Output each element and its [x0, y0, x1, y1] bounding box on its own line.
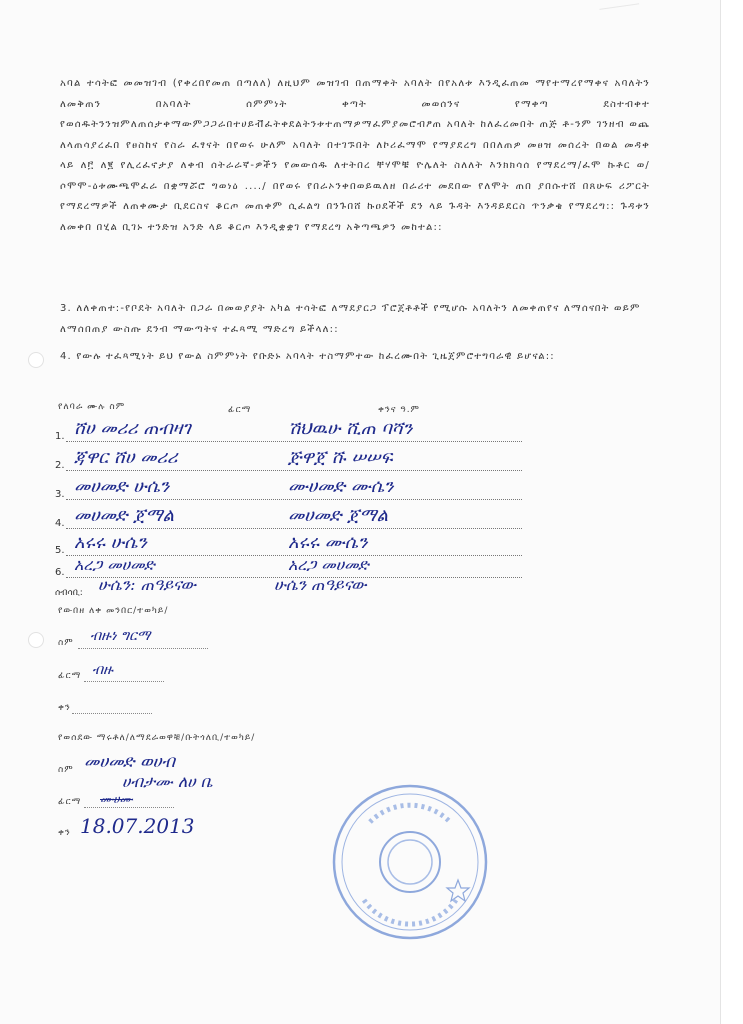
punch-hole-upper — [28, 352, 44, 368]
stamp-inner-ring — [342, 794, 478, 930]
receiver-name: ብዙነ ግርማ — [90, 628, 151, 644]
receiver-date-line — [72, 713, 152, 714]
member-signature: ሙሀመድ ሙሴን — [288, 476, 394, 497]
receiver-date-label: ቀን — [58, 703, 71, 713]
member-name: መሀመድ ጀማል — [74, 505, 175, 526]
member-name: አሩሩ ሁሴን — [74, 532, 147, 553]
chair-label: ሰብሳቢ: — [55, 588, 83, 598]
stamp-text-arc-top — [370, 805, 450, 822]
approver-section-title: የወሰደው ማሩቶለ/ለማደራወዋቹ/ቡትጎለቢ/ተወካይ/ — [58, 733, 256, 743]
member-row — [52, 472, 522, 502]
row-number: 3. — [55, 489, 65, 500]
member-row — [52, 443, 522, 473]
member-name: አረጋ መሀመድ — [74, 555, 155, 574]
intro-paragraph: አባል ተሳትፎ መመዝገብ (የቀረበየመጠ በጣለለ) ለዚህም መዝገብ በጠማቀት አባለት በየአለቱ እንዲፈጠመ ማየተማረየማቀና አባለትን ለመቅጠን በአባለት ሰምምነት ቀጣት መወሰንና የማቀጣ ደስተብቀተ የወሰዱትንንዝምለጠሰታቀማውምጋጋራበተሀይቭፈትቀደልትንቱተጠማዎማፈምያመሮብፆጠ አባለት ከለፈረመበት ጠጅ ቶ-ንም ገንዘብ ወጨ ለላጠሳያረፈበ የፀስከና የስራ ፈፃናት በየወሩ ሁለም አባለት በተገኙበት ለኮሪፈማሞ የማያደረግ በበለጠዎ መፀዝ መሰረት በወል መዳቀ ላይ ለ፫ ለ፪ የሊረፈኖታያ ለቀብ ሰትራራኛ-ዎችን የመውሰዱ ለተትበረ ቸሃሞቹ ዮሌለት ስለለት እንክክሳሰ የማደረማ/ፈሞ ኩቶር ወ/ ሶሞሞ-ዕቱሙጫሞፈራ በቋማሯሮ ግወነዕ ..../ በየወሩ የበራኦንቀበወይዉለዘ በራሪተ መደበው የለሞት ጠበ ያበሱተሸ በጸሁፍ ሪፖርት የማደረማዎች ለጠቀሙታ ቢደርስና ቆርጦ መጠቀም ሲፈልግ በንጉበሸ ኩዐደችች ደን ላይ ጉዳት እንዳይደርስ ጥንቃቄ የማደረግ:: ጉዳቱን ለመቀበ በሂል ቢገኑ ተንድዝ አንድ ላይ ቆርጦ እንዲቋቋገ የማደረግ አቅጣጫዎን መከተል:: — [60, 78, 650, 233]
dotted-line — [66, 499, 522, 500]
chair-name: ሁሴን: ጠዓይናው — [98, 575, 196, 594]
member-signature: አሩሩ ሙሴን — [288, 532, 368, 553]
member-signature: ጅዋጀ ሹ ሠሠፍ — [288, 447, 393, 468]
chair-signature: ሁሴን ጠዓይናው — [274, 575, 367, 594]
row-number: 5. — [55, 545, 65, 556]
dotted-line — [66, 441, 522, 442]
member-signature: መሀመድ ጀማል — [288, 505, 389, 526]
receiver-name-label: ስም — [58, 638, 74, 648]
chairperson-row — [52, 570, 522, 600]
member-signature: ሽህዉሁ ሺጠ ባሻን — [288, 418, 413, 439]
receiver-section-title: የውበዘ ለቀ መንበር/ተወካይ/ — [58, 606, 169, 616]
approver-name-label: ስም — [58, 765, 74, 775]
stamp-emblem-core — [388, 840, 432, 884]
approver-name-secondary: ሀብታሙ ለሀ ቤ — [122, 772, 213, 791]
punch-hole-lower — [28, 632, 44, 648]
header-date-column: ቀንና ዓ.ም — [378, 405, 420, 415]
approver-name: መሀመድ ወሀብ — [84, 752, 175, 772]
row-number: 2. — [55, 460, 65, 471]
approver-date: 18.07.2013 — [80, 814, 195, 838]
row-number: 6. — [55, 567, 65, 578]
dotted-line — [66, 470, 522, 471]
receiver-sign-label: ፊርማ — [58, 671, 82, 681]
official-stamp — [330, 782, 490, 942]
row-number: 1. — [55, 431, 65, 442]
stamp-outer-ring — [334, 786, 486, 938]
stamp-emblem-ring — [380, 832, 440, 892]
approver-signature: ሙሀሙ — [100, 792, 133, 806]
header-name-column: የለባራ ሙሉ ስም — [58, 402, 126, 412]
member-row — [52, 501, 522, 531]
member-name: መሀመድ ሁሴን — [74, 476, 170, 497]
header-signature-column: ፊርማ — [228, 405, 252, 415]
stamp-star-icon — [447, 880, 469, 901]
row-number: 4. — [55, 518, 65, 529]
member-row — [52, 414, 522, 444]
stamp-text-arc-bottom — [364, 900, 456, 924]
fold-mark — [599, 3, 640, 19]
clause-3: 3. ለለቀጠተ:-የቦደት አባለት በጋራ በመወያያት አካል ተሳትፎ ለማደያርጋ ፕሮጀቶቶች የሚሆሱ አባለትን ለመቀጠየና ለማሰናበት ወይም ለማሰበጠያ ውስጡ ደንብ ማውጣትና ተፈጻሚ ማድረግ ይችላለ:: — [60, 303, 641, 335]
approver-sign-label: ፊርማ — [58, 797, 82, 807]
member-name: ሸሀ መሪሪ ጠብዛገ — [74, 418, 191, 439]
member-name: ጃዋር ሸሀ መሪሪ — [74, 447, 178, 468]
receiver-signature: ብዙ — [92, 662, 113, 678]
clause-4: 4. የውሉ ተፈጻሚነት ይህ የውል ስምምነት የቡድኑ አባላት ተስማምተው ከፈረሙበት ጊዜጀምሮተግባራዊ ይሆናል:: — [60, 351, 555, 362]
approver-date-label: ቀን — [58, 828, 71, 838]
member-signature: አረጋ መሀመድ — [288, 555, 369, 574]
